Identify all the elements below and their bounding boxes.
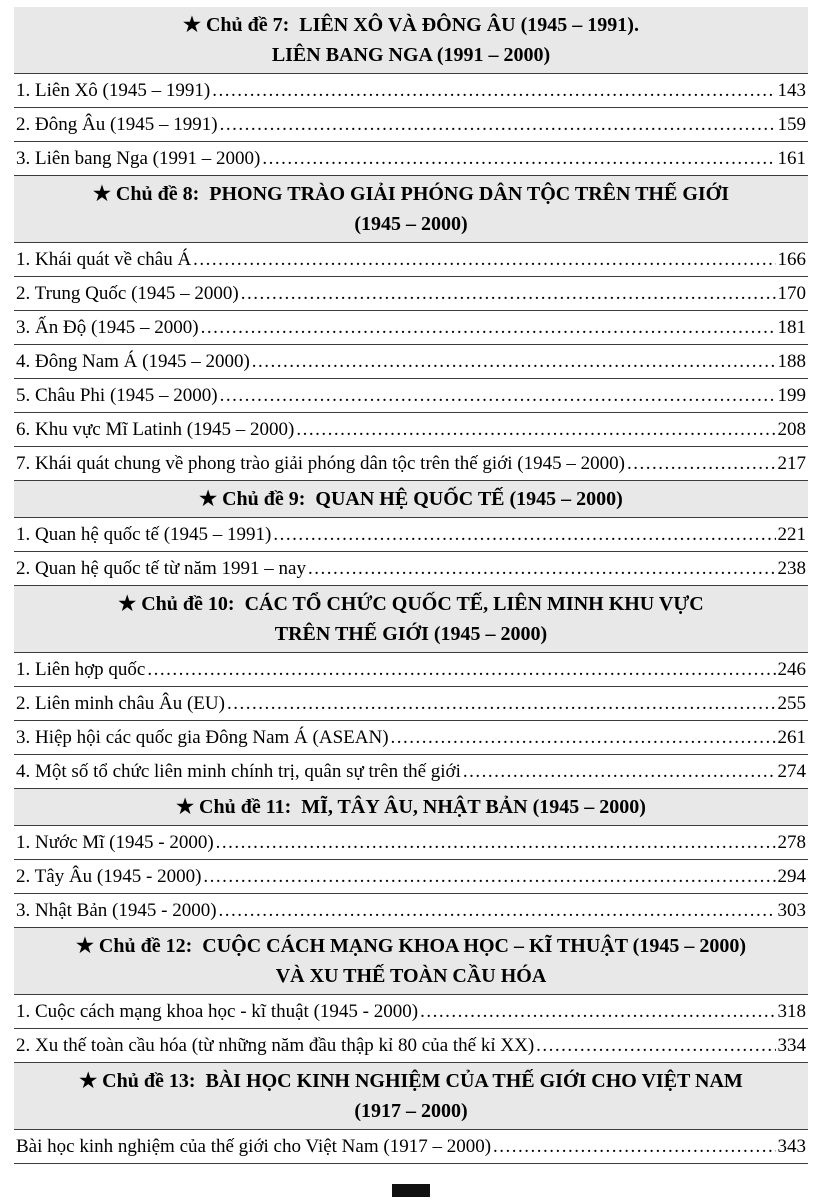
dot-leader bbox=[273, 518, 775, 551]
entry-label: 5. Châu Phi (1945 – 2000) bbox=[16, 385, 218, 406]
entry-page-number: 221 bbox=[777, 524, 806, 545]
entry-label: 1. Nước Mĩ (1945 - 2000) bbox=[16, 832, 214, 853]
section-header-chu-de-8 bbox=[14, 176, 808, 243]
entry-page-number: 181 bbox=[777, 317, 806, 338]
entry-page-number: 217 bbox=[777, 453, 806, 474]
dot-leader bbox=[262, 142, 775, 175]
section-heading-line: (1945 – 2000) bbox=[354, 213, 468, 235]
section-header-chu-de-9 bbox=[14, 481, 808, 518]
entry-label: Bài học kinh nghiệm của thế giới cho Việt Nam (1917 – 2000) bbox=[16, 1136, 492, 1157]
entry-page-number: 170 bbox=[777, 283, 806, 304]
section-heading-line: LIÊN BANG NGA (1991 – 2000) bbox=[271, 44, 551, 66]
toc-entry bbox=[14, 721, 808, 755]
dot-leader bbox=[420, 995, 775, 1028]
entry-page-number: 166 bbox=[777, 249, 806, 270]
toc-entry bbox=[14, 345, 808, 379]
dot-leader bbox=[493, 1130, 775, 1163]
entry-label: 3. Liên bang Nga (1991 – 2000) bbox=[16, 148, 261, 169]
dot-leader bbox=[220, 108, 776, 141]
section-heading-line: ★ Chủ đề 7: LIÊN XÔ VÀ ĐÔNG ÂU (1945 – 1991). bbox=[183, 14, 639, 36]
toc-entry bbox=[14, 74, 808, 108]
entry-label: 1. Quan hệ quốc tế (1945 – 1991) bbox=[16, 524, 272, 545]
page-footer-marker bbox=[392, 1184, 430, 1197]
dot-leader bbox=[227, 687, 776, 720]
entry-label: 3. Nhật Bản (1945 - 2000) bbox=[16, 900, 217, 921]
dot-leader bbox=[296, 413, 775, 446]
section-heading-line: ★ Chủ đề 11: MĨ, TÂY ÂU, NHẬT BẢN (1945 – 2000) bbox=[176, 796, 646, 818]
section-header-chu-de-13 bbox=[14, 1063, 808, 1130]
entry-page-number: 303 bbox=[777, 900, 806, 921]
entry-page-number: 199 bbox=[777, 385, 806, 406]
dot-leader bbox=[391, 721, 776, 754]
section-heading-line: ★ Chủ đề 12: CUỘC CÁCH MẠNG KHOA HỌC – KĨ THUẬT (1945 – 2000) bbox=[76, 935, 746, 957]
entry-label: 4. Một số tổ chức liên minh chính trị, quân sự trên thế giới bbox=[16, 761, 461, 782]
entry-label: 2. Tây Âu (1945 - 2000) bbox=[16, 866, 202, 887]
entry-page-number: 278 bbox=[777, 832, 806, 853]
toc-entry bbox=[14, 413, 808, 447]
entry-page-number: 246 bbox=[777, 659, 806, 680]
dot-leader bbox=[252, 345, 776, 378]
entry-page-number: 294 bbox=[777, 866, 806, 887]
dot-leader bbox=[203, 860, 775, 893]
section-heading-line: ★ Chủ đề 9: QUAN HỆ QUỐC TẾ (1945 – 2000) bbox=[199, 488, 623, 510]
entry-page-number: 161 bbox=[777, 148, 806, 169]
toc-entry bbox=[14, 860, 808, 894]
section-heading-line: ★ Chủ đề 8: PHONG TRÀO GIẢI PHÓNG DÂN TỘC TRÊN THẾ GIỚI bbox=[93, 183, 729, 205]
entry-label: 2. Liên minh châu Âu (EU) bbox=[16, 693, 225, 714]
entry-page-number: 318 bbox=[777, 1001, 806, 1022]
entry-page-number: 274 bbox=[777, 761, 806, 782]
entry-page-number: 255 bbox=[777, 693, 806, 714]
entry-page-number: 208 bbox=[777, 419, 806, 440]
dot-leader bbox=[193, 243, 775, 276]
entry-label: 2. Xu thế toàn cầu hóa (từ những năm đầu thập kỉ 80 của thế kỉ XX) bbox=[16, 1035, 535, 1056]
entry-label: 1. Khái quát về châu Á bbox=[16, 249, 192, 270]
entry-page-number: 334 bbox=[777, 1035, 806, 1056]
toc-entry bbox=[14, 755, 808, 789]
toc-entry bbox=[14, 447, 808, 481]
toc-entry bbox=[14, 1029, 808, 1063]
toc-entry bbox=[14, 687, 808, 721]
dot-leader bbox=[536, 1029, 775, 1062]
entry-label: 1. Liên Xô (1945 – 1991) bbox=[16, 80, 211, 101]
toc-entry bbox=[14, 379, 808, 413]
entry-label: 1. Cuộc cách mạng khoa học - kĩ thuật (1945 - 2000) bbox=[16, 1001, 419, 1022]
dot-leader bbox=[147, 653, 775, 686]
dot-leader bbox=[308, 552, 776, 585]
entry-label: 1. Liên hợp quốc bbox=[16, 659, 146, 680]
toc-entry bbox=[14, 518, 808, 552]
section-heading-line: (1917 – 2000) bbox=[354, 1100, 468, 1122]
entry-label: 7. Khái quát chung về phong trào giải phóng dân tộc trên thế giới (1945 – 2000) bbox=[16, 453, 625, 474]
dot-leader bbox=[627, 447, 776, 480]
entry-label: 3. Hiệp hội các quốc gia Đông Nam Á (ASEAN) bbox=[16, 727, 389, 748]
dot-leader bbox=[201, 311, 776, 344]
toc-entry bbox=[14, 995, 808, 1029]
entry-page-number: 188 bbox=[777, 351, 806, 372]
dot-leader bbox=[463, 755, 776, 788]
toc-entry bbox=[14, 277, 808, 311]
section-header-chu-de-11 bbox=[14, 789, 808, 826]
section-heading-line: ★ Chủ đề 13: BÀI HỌC KINH NGHIỆM CỦA THẾ GIỚI CHO VIỆT NAM bbox=[79, 1070, 743, 1092]
entry-label: 2. Quan hệ quốc tế từ năm 1991 – nay bbox=[16, 558, 306, 579]
toc-entry bbox=[14, 552, 808, 586]
dot-leader bbox=[241, 277, 776, 310]
entry-label: 6. Khu vực Mĩ Latinh (1945 – 2000) bbox=[16, 419, 295, 440]
section-header-chu-de-10 bbox=[14, 586, 808, 653]
dot-leader bbox=[219, 894, 776, 927]
entry-label: 3. Ấn Độ (1945 – 2000) bbox=[16, 317, 199, 338]
toc-entry bbox=[14, 894, 808, 928]
dot-leader bbox=[216, 826, 776, 859]
toc-entry bbox=[14, 1130, 808, 1164]
section-header-chu-de-12 bbox=[14, 928, 808, 995]
entry-label: 2. Trung Quốc (1945 – 2000) bbox=[16, 283, 239, 304]
toc-entry bbox=[14, 653, 808, 687]
dot-leader bbox=[220, 379, 776, 412]
toc-entry bbox=[14, 243, 808, 277]
section-header-chu-de-7 bbox=[14, 7, 808, 74]
toc-entry bbox=[14, 311, 808, 345]
entry-page-number: 343 bbox=[777, 1136, 806, 1157]
entry-page-number: 143 bbox=[777, 80, 806, 101]
entry-label: 2. Đông Âu (1945 – 1991) bbox=[16, 114, 218, 135]
section-heading-line: ★ Chủ đề 10: CÁC TỔ CHỨC QUỐC TẾ, LIÊN MINH KHU VỰC bbox=[118, 593, 704, 615]
table-of-contents bbox=[14, 7, 808, 1164]
entry-label: 4. Đông Nam Á (1945 – 2000) bbox=[16, 351, 250, 372]
dot-leader bbox=[212, 74, 775, 107]
toc-entry bbox=[14, 108, 808, 142]
section-heading-line: TRÊN THẾ GIỚI (1945 – 2000) bbox=[274, 623, 548, 645]
toc-entry bbox=[14, 826, 808, 860]
entry-page-number: 238 bbox=[777, 558, 806, 579]
entry-page-number: 261 bbox=[777, 727, 806, 748]
toc-entry bbox=[14, 142, 808, 176]
entry-page-number: 159 bbox=[777, 114, 806, 135]
section-heading-line: VÀ XU THẾ TOÀN CẦU HÓA bbox=[275, 965, 547, 987]
